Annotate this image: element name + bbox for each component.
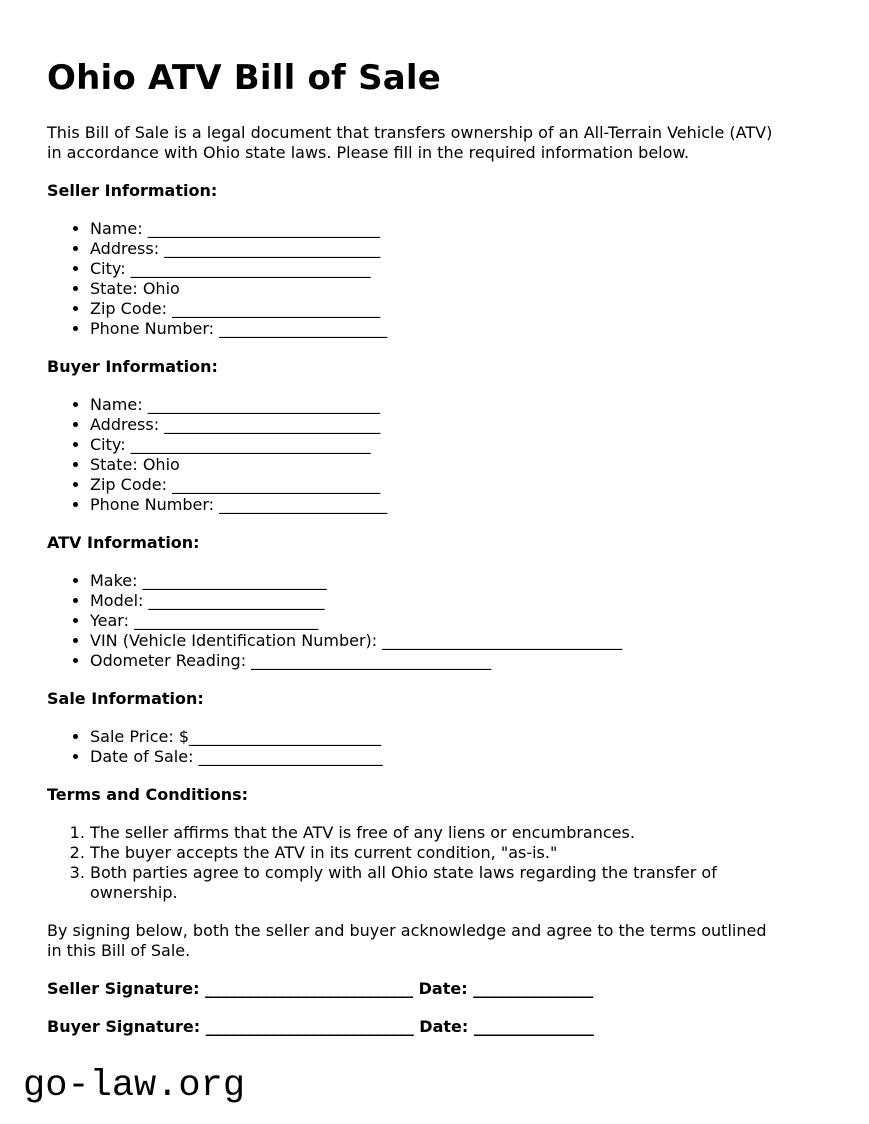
field-label: Name: bbox=[90, 219, 148, 238]
seller-information-heading: Seller Information: bbox=[47, 181, 218, 200]
atv-information-heading: ATV Information: bbox=[47, 533, 200, 552]
intro-paragraph bbox=[47, 123, 822, 163]
field-seller-city bbox=[90, 259, 822, 279]
blank-line: ___________________________ bbox=[164, 415, 381, 434]
closing-paragraph bbox=[47, 921, 822, 961]
term-text: 1. The seller affirms that the ATV is free of any liens or encumbrances. bbox=[90, 823, 635, 842]
field-label: Date of Sale: bbox=[90, 747, 199, 766]
term-text: 3. Both parties agree to comply with all Ohio state laws regarding the transfer of bbox=[90, 863, 717, 882]
footer-brand: go-law.org bbox=[23, 1065, 246, 1107]
field-buyer-address bbox=[90, 415, 822, 435]
buyer-signature-label: Buyer Signature: bbox=[47, 1017, 206, 1036]
field-label: City: bbox=[90, 259, 131, 278]
seller-date-line: _______________ bbox=[473, 979, 594, 998]
blank-line: _______________________ bbox=[134, 611, 319, 630]
field-buyer-zip bbox=[90, 475, 822, 495]
buyer-information-heading: Buyer Information: bbox=[47, 357, 218, 376]
field-label: Sale Price: $ bbox=[90, 727, 190, 746]
blank-line: ________________________ bbox=[189, 727, 382, 746]
blank-line: _______________________ bbox=[198, 747, 383, 766]
field-value: Ohio bbox=[142, 279, 180, 298]
blank-line: _____________________ bbox=[219, 495, 388, 514]
buyer-signature-row bbox=[47, 1017, 822, 1037]
buyer-date-label: Date: bbox=[413, 1017, 474, 1036]
buyer-information-list bbox=[47, 395, 822, 515]
field-label: Zip Code: bbox=[90, 475, 173, 494]
blank-line: __________________________ bbox=[172, 475, 381, 494]
blank-line: _____________________________ bbox=[147, 219, 380, 238]
field-sale-price bbox=[90, 727, 822, 747]
field-label: City: bbox=[90, 435, 131, 454]
field-atv-make bbox=[90, 571, 822, 591]
field-buyer-name bbox=[90, 395, 822, 415]
term-item-1 bbox=[90, 823, 822, 843]
field-buyer-city bbox=[90, 435, 822, 455]
buyer-date-line: _______________ bbox=[473, 1017, 594, 1036]
blank-line: __________________________ bbox=[172, 299, 381, 318]
field-atv-odometer bbox=[90, 651, 822, 671]
term-item-2 bbox=[90, 843, 822, 863]
field-label: State: bbox=[90, 455, 143, 474]
term-text-continued: ownership. bbox=[90, 883, 178, 902]
field-label: Phone Number: bbox=[90, 495, 220, 514]
field-label: Zip Code: bbox=[90, 299, 173, 318]
blank-line: ______________________ bbox=[148, 591, 325, 610]
intro-line-2: in accordance with Ohio state laws. Please fill in the required information below. bbox=[47, 143, 690, 162]
seller-signature-line: __________________________ bbox=[205, 979, 414, 998]
sale-information-heading: Sale Information: bbox=[47, 689, 204, 708]
field-label: Phone Number: bbox=[90, 319, 220, 338]
field-label: Odometer Reading: bbox=[90, 651, 252, 670]
blank-line: ______________________________ bbox=[382, 631, 623, 650]
atv-information-list bbox=[47, 571, 822, 671]
field-label: Model: bbox=[90, 591, 149, 610]
seller-signature-label: Seller Signature: bbox=[47, 979, 206, 998]
field-buyer-state bbox=[90, 455, 822, 475]
field-label: Year: bbox=[90, 611, 135, 630]
page-title: Ohio ATV Bill of Sale bbox=[47, 58, 442, 98]
blank-line: ______________________________ bbox=[130, 435, 371, 454]
blank-line: ______________________________ bbox=[251, 651, 492, 670]
closing-line-2: in this Bill of Sale. bbox=[47, 941, 191, 960]
field-seller-name bbox=[90, 219, 822, 239]
field-date-of-sale bbox=[90, 747, 822, 767]
field-value: Ohio bbox=[142, 455, 180, 474]
sale-information-list bbox=[47, 727, 822, 767]
intro-line-1: This Bill of Sale is a legal document that transfers ownership of an All-Terrain Vehicle (ATV) bbox=[47, 123, 773, 142]
seller-information-list bbox=[47, 219, 822, 339]
field-atv-model bbox=[90, 591, 822, 611]
field-label: State: bbox=[90, 279, 143, 298]
blank-line: _____________________ bbox=[219, 319, 388, 338]
term-text: 2. The buyer accepts the ATV in its current condition, "as-is." bbox=[90, 843, 558, 862]
terms-heading: Terms and Conditions: bbox=[47, 785, 249, 804]
buyer-signature-line: __________________________ bbox=[205, 1017, 414, 1036]
blank-line: _______________________ bbox=[142, 571, 327, 590]
field-label: Name: bbox=[90, 395, 148, 414]
seller-signature-row bbox=[47, 979, 822, 999]
term-item-3 bbox=[90, 863, 822, 903]
field-label: Address: bbox=[90, 239, 165, 258]
field-seller-zip bbox=[90, 299, 822, 319]
field-seller-state bbox=[90, 279, 822, 299]
field-atv-vin bbox=[90, 631, 822, 651]
field-label: Address: bbox=[90, 415, 165, 434]
field-label: VIN (Vehicle Identification Number): bbox=[90, 631, 383, 650]
blank-line: _____________________________ bbox=[147, 395, 380, 414]
seller-date-label: Date: bbox=[413, 979, 474, 998]
field-buyer-phone bbox=[90, 495, 822, 515]
blank-line: ______________________________ bbox=[130, 259, 371, 278]
terms-list bbox=[47, 823, 822, 903]
field-seller-phone bbox=[90, 319, 822, 339]
field-atv-year bbox=[90, 611, 822, 631]
closing-line-1: By signing below, both the seller and buyer acknowledge and agree to the terms outlined bbox=[47, 921, 767, 940]
field-label: Make: bbox=[90, 571, 143, 590]
field-seller-address bbox=[90, 239, 822, 259]
blank-line: ___________________________ bbox=[164, 239, 381, 258]
